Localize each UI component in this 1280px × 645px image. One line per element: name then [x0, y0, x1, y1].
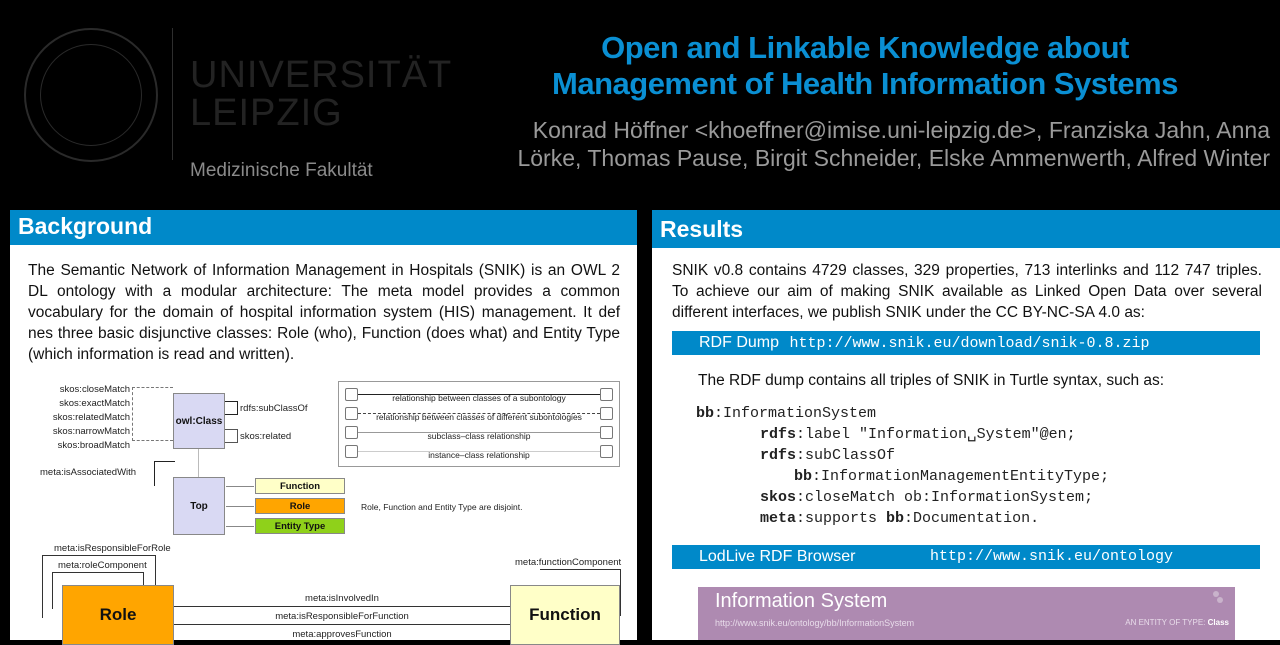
authors-line1: Konrad Höffner <khoeffner@imise.uni-leipzig.de>, Franziska Jahn, Anna — [532, 117, 1270, 143]
results-text: SNIK v0.8 contains 4729 classes, 329 properties, 713 interlinks and 112 747 triples. To achieve our aim of making SNIK available as Linked Open Data over several different interfaces, we publish SNIK under the CC BY-NC-SA 4.0 as: — [672, 262, 1262, 321]
results-heading: Results — [652, 210, 1280, 248]
disjoint-note: Role, Function and Entity Type are disjoint. — [361, 502, 523, 512]
legend-item: relationship between classes of different subontologies — [345, 407, 613, 421]
related-loop — [225, 429, 238, 443]
skos-match-edges — [132, 387, 173, 441]
university-line2: LEIPZIG — [190, 92, 343, 134]
rdf-dump-link[interactable]: http://www.snik.eu/download/snik-0.8.zip — [789, 335, 1150, 352]
is-responsible-for-function-label: meta:isResponsibleForFunction — [275, 611, 409, 622]
top-to-class-edge — [198, 449, 199, 477]
authors-line2: Lörke, Thomas Pause, Birgit Schneider, Elske Ammenwerth, Alfred Winter — [517, 145, 1270, 171]
entity-type: AN ENTITY OF TYPE: Class — [1125, 618, 1229, 627]
university-name — [190, 56, 452, 132]
rdf-dump-label: RDF Dump — [699, 334, 780, 351]
lodlive-label: LodLive RDF Browser — [699, 548, 856, 565]
lodlive-bar — [672, 545, 1260, 569]
top-box: Top — [173, 477, 225, 535]
lodlive-link[interactable]: http://www.snik.eu/ontology — [930, 548, 1174, 565]
poster-header — [0, 0, 1280, 200]
is-involved-in-label: meta:isInvolvedIn — [305, 593, 379, 604]
skos-labels: skos:closeMatch skos:exactMatch skos:relatedMatch skos:narrowMatch skos:broadMatch — [52, 384, 130, 451]
poster-title — [460, 30, 1270, 102]
results-panel — [652, 210, 1280, 640]
legend-item: subclass–class relationship — [345, 426, 613, 440]
function-subclass-box: Function — [255, 478, 345, 494]
faculty-name: Medizinische Fakultät — [190, 160, 373, 181]
owl-class-box: owl:Class — [173, 393, 225, 449]
authors — [450, 116, 1270, 172]
legend-item: instance–class relationship — [345, 445, 613, 459]
rdf-dump-bar — [672, 331, 1260, 355]
rdf-dump-description: The RDF dump contains all triples of SNIK in Turtle syntax, such as: — [698, 372, 1165, 389]
role-subclass-box: Role — [255, 498, 345, 514]
background-text: The Semantic Network of Information Management in Hospitals (SNIK) is an OWL 2 DL ontology with a modular architecture: The meta model provides a common vocabulary for the domain of hospital information system (HIS) management. It def nes three basic disjunctive classes: Role (who), Function (does what) and Entity Type (which information is read and written). — [28, 262, 620, 363]
function-component-label: meta:functionComponent — [515, 557, 622, 568]
title-line2: Management of Health Information Systems — [552, 66, 1178, 101]
subclassof-loop — [225, 401, 238, 415]
entity-uri[interactable]: http://www.snik.eu/ontology/bb/InformationSystem — [715, 618, 915, 628]
background-heading: Background — [10, 210, 637, 245]
university-seal-icon — [24, 28, 158, 162]
responsible-for-role-label: meta:isResponsibleForRole — [54, 543, 171, 554]
lodlive-entity-card[interactable] — [698, 587, 1235, 640]
legend-item: relationship between classes of a subontology — [345, 388, 613, 402]
university-line1: UNIVERSITÄT — [190, 54, 453, 96]
turtle-code: bb:InformationSystem rdfs:label "Information␣System"@en; rdfs:subClassOf bb:InformationManagementEntityType; skos:closeMatch ob:InformationSystem; meta:supports bb:Documentation. — [696, 405, 1110, 527]
dots-icon[interactable] — [1213, 591, 1219, 597]
meta-model-diagram — [20, 375, 630, 640]
role-box: Role — [62, 585, 174, 645]
entity-type-subclass-box: Entity Type — [255, 518, 345, 534]
title-line1: Open and Linkable Knowledge about — [601, 30, 1129, 65]
function-box: Function — [510, 585, 620, 645]
associated-label: meta:isAssociatedWith — [40, 467, 137, 478]
related-label: skos:related — [240, 431, 292, 442]
role-component-label: meta:roleComponent — [58, 560, 147, 571]
approves-function-label: meta:approvesFunction — [292, 629, 392, 640]
subclassof-label: rdfs:subClassOf — [240, 403, 308, 414]
background-panel — [10, 210, 637, 640]
logo-divider — [172, 28, 173, 160]
entity-title: Information System — [715, 590, 888, 612]
diagram-legend — [338, 381, 620, 467]
